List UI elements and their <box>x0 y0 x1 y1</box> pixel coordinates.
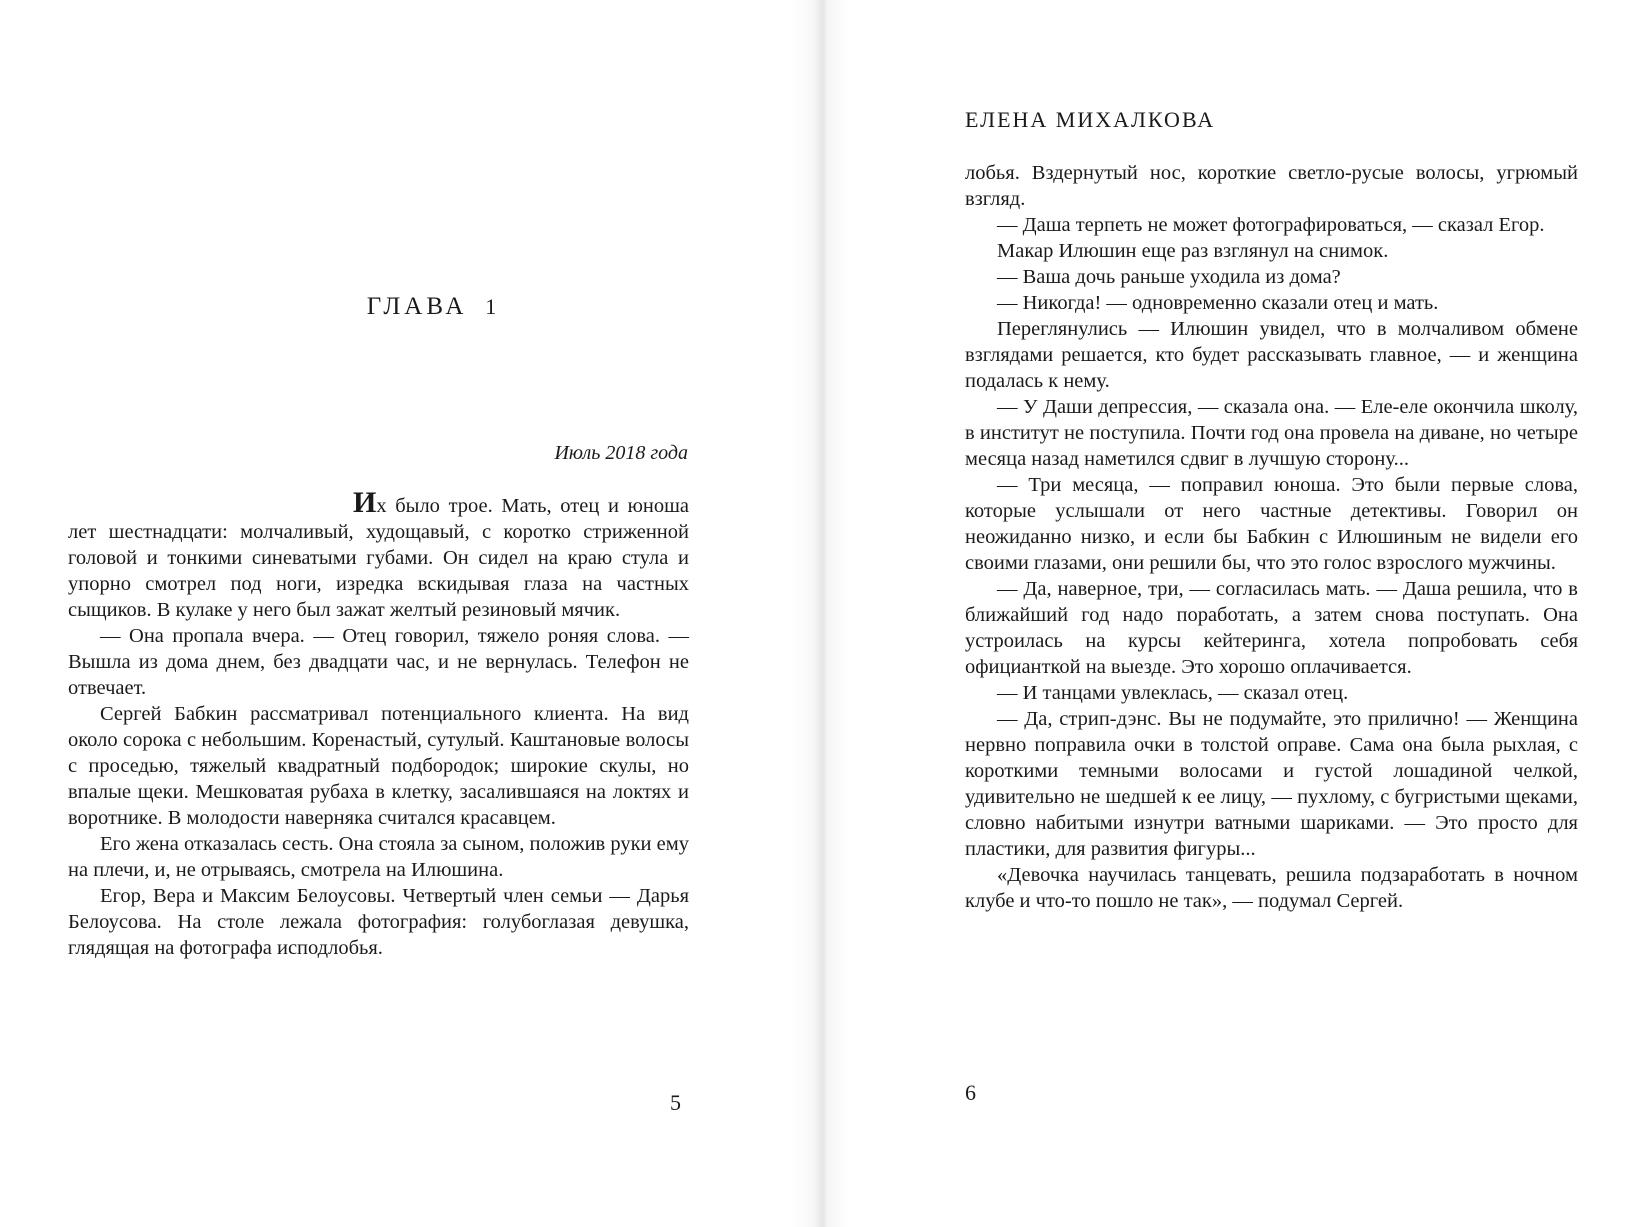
paragraph: «Девочка научилась танцевать, решила подзаработать в ночном клубе и что-то пошло не так», — подумал Сергей. <box>965 864 1578 912</box>
dateline: Июль 2018 года <box>554 442 688 464</box>
paragraph: Переглянулись — Илюшин увидел, что в молчаливом обмене взглядами решается, кто будет рассказывать главное, — и женщина подалась к нему. <box>965 318 1578 392</box>
right-page-body <box>965 160 1578 914</box>
paragraph: — И танцами увлеклась, — сказал отец. <box>997 682 1349 704</box>
paragraph: Егор, Вера и Максим Белоусовы. Четвертый член семьи — Дарья Белоусова. На столе лежала фотография: голубоглазая девушка, глядящая на фотографа исподлобья. <box>68 885 689 959</box>
chapter-title <box>0 290 822 321</box>
drop-cap: И <box>353 486 377 519</box>
page-number-right: 6 <box>965 1080 976 1105</box>
chapter-number: 1 <box>485 294 500 319</box>
paragraph: — Да, наверное, три, — согласилась мать. — Даша решила, что в ближайший год надо поработать, а затем снова поступать. Она устроилась на курсы кейтеринга, хотела попробовать себя официанткой на выезде. Это хорошо оплачивается. <box>965 578 1578 678</box>
paragraph: Сергей Бабкин рассматривал потенциального клиента. На вид около сорока с небольшим. Коренастый, сутулый. Каштановые волосы с проседью, тяжелый квадратный подбородок; широкие скулы, но впалые щеки. Мешковатая рубаха в клетку, засалившаяся на локтях и воротнике. В молодости наверняка считался красавцем. <box>68 703 689 829</box>
first-paragraph <box>68 486 689 623</box>
continued-paragraph: лобья. Вздернутый нос, короткие светло-русые волосы, угрюмый взгляд. <box>965 162 1578 210</box>
running-head-author: ЕЛЕНА МИХАЛКОВА <box>965 107 1216 132</box>
paragraph: — У Даши депрессия, — сказала она. — Еле-еле окончила школу, в институт не поступила. Почти год она провела на диване, но четыре месяца назад наметился сдвиг в лучшую сторону... <box>965 396 1578 470</box>
chapter-title-word: ГЛАВА <box>366 293 468 320</box>
left-page-body <box>68 486 689 961</box>
page-number-left: 5 <box>670 1090 681 1115</box>
right-page <box>822 0 1633 1227</box>
paragraph: Его жена отказалась сесть. Она стояла за сыном, положив руки ему на плечи, и, не отрываясь, смотрела на Илюшина. <box>68 833 689 881</box>
first-paragraph-text: х было трое. Мать, отец и юноша лет шестнадцати: молчаливый, худощавый, с коротко стриженной головой и тонкими синеватыми губами. Он сидел на краю стула и упорно смотрел под ноги, изредка вскидывая глаза на частных сыщиков. В кулаке у него был зажат желтый резиновый мячик. <box>68 495 689 621</box>
paragraph: — Никогда! — одновременно сказали отец и мать. <box>997 292 1439 314</box>
paragraph: — Она пропала вчера. — Отец говорил, тяжело роняя слова. — Вышла из дома днем, без двадцати час, и не вернулась. Телефон не отвечает. <box>68 625 689 699</box>
paragraph: Макар Илюшин еще раз взглянул на снимок. <box>997 240 1389 262</box>
paragraph: — Ваша дочь раньше уходила из дома? <box>997 266 1341 288</box>
paragraph: — Да, стрип-дэнс. Вы не подумайте, это прилично! — Женщина нервно поправила очки в толстой оправе. Сама она была рыхлая, с короткими темными волосами и густой лошадиной челкой, удивительно не шедшей к ее лицу, — пухлому, с бугристыми щеками, словно набитыми изнутри ватными шариками. — Это просто для пластики, для развития фигуры... <box>965 708 1578 860</box>
paragraph: — Даша терпеть не может фотографироваться, — сказал Егор. <box>997 214 1545 236</box>
paragraph: — Три месяца, — поправил юноша. Это были первые слова, которые услышали от него частные детективы. Говорил он неожиданно низко, и если бы Бабкин с Илюшиным не видели его своими глазами, они решили бы, что это голос взрослого мужчины. <box>965 474 1578 574</box>
